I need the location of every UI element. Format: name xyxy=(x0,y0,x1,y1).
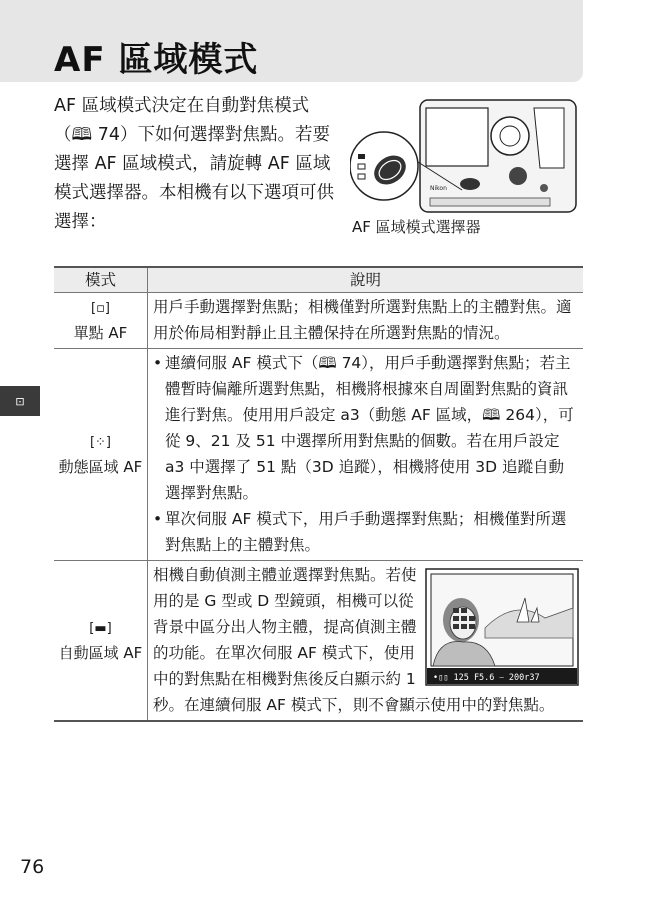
table-row xyxy=(54,349,583,561)
single-point-af-icon: [▫] xyxy=(91,300,110,316)
header-description: 說明 xyxy=(148,267,584,293)
camera-brand: Nikon xyxy=(430,185,447,192)
mode-cell xyxy=(54,561,148,722)
description-text: 相機自動偵測主體並選擇對焦點。若使用的是 G 型或 D 型鏡頭，相機可以從背景中區分出人物主體，提高偵測主體的功能。在單次伺服 AF 模式下，使用中的對焦點在相機對焦後反白顯示約 1 秒。在連續伺服 AF 模式下，則不會顯示使用中的對焦點。 xyxy=(153,566,555,714)
list-item: • 單次伺服 AF 模式下，用戶手動選擇對焦點；相機僅對所選對焦點上的主體對焦。 xyxy=(153,510,567,554)
list-item: • 連續伺服 AF 模式下（🕮 74），用戶手動選擇對焦點；若主體暫時偏離所選對焦點，相機將根據來自周圍對焦點的資訊進行對焦。使用用戶設定 a3（動態 AF 區域，🕮 264），可從 9、21 及 51 中選擇所用對焦點的個數。若在用戶設定 a3 中選擇了 51 點（3D 追蹤），相機將使用 3D 追蹤自動選擇對焦點。 xyxy=(153,354,574,502)
auto-area-af-icon: [▬] xyxy=(89,620,112,636)
table-row xyxy=(54,561,583,722)
intro-paragraph: AF 區域模式決定在自動對焦模式（🕮 74）下如何選擇對焦點。若要選擇 AF 區域模式，請旋轉 AF 區域模式選擇器。本相機有以下選項可供選擇： xyxy=(54,96,334,232)
mode-cell xyxy=(54,293,148,349)
viewfinder-readout: •▯▯ 125 F5.6 ⎯ 200r37 xyxy=(433,673,540,683)
table-row xyxy=(54,293,583,349)
mode-cell xyxy=(54,349,148,561)
dynamic-area-af-icon: [⁘] xyxy=(89,434,112,450)
viewfinder-illustration xyxy=(425,568,579,686)
mode-label: 單點 AF xyxy=(73,323,128,342)
camera-back-illustration xyxy=(350,98,580,216)
page-number: 76 xyxy=(20,856,45,878)
af-area-mode-table xyxy=(54,266,583,722)
description-cell xyxy=(148,561,584,722)
camera-caption: AF 區域模式選擇器 xyxy=(352,218,481,236)
chapter-tab-icon: ⊡ xyxy=(0,386,40,416)
mode-label: 自動區域 AF xyxy=(58,643,143,662)
mode-label: 動態區域 AF xyxy=(58,457,143,476)
header-mode: 模式 xyxy=(54,267,148,293)
page-title: AF 區域模式 xyxy=(54,40,259,80)
description-cell xyxy=(148,349,584,561)
description-cell: 用戶手動選擇對焦點；相機僅對所選對焦點上的主體對焦。適用於佈局相對靜止且主體保持在所選對焦點的情況。 xyxy=(148,293,584,349)
table-header-row xyxy=(54,267,583,293)
